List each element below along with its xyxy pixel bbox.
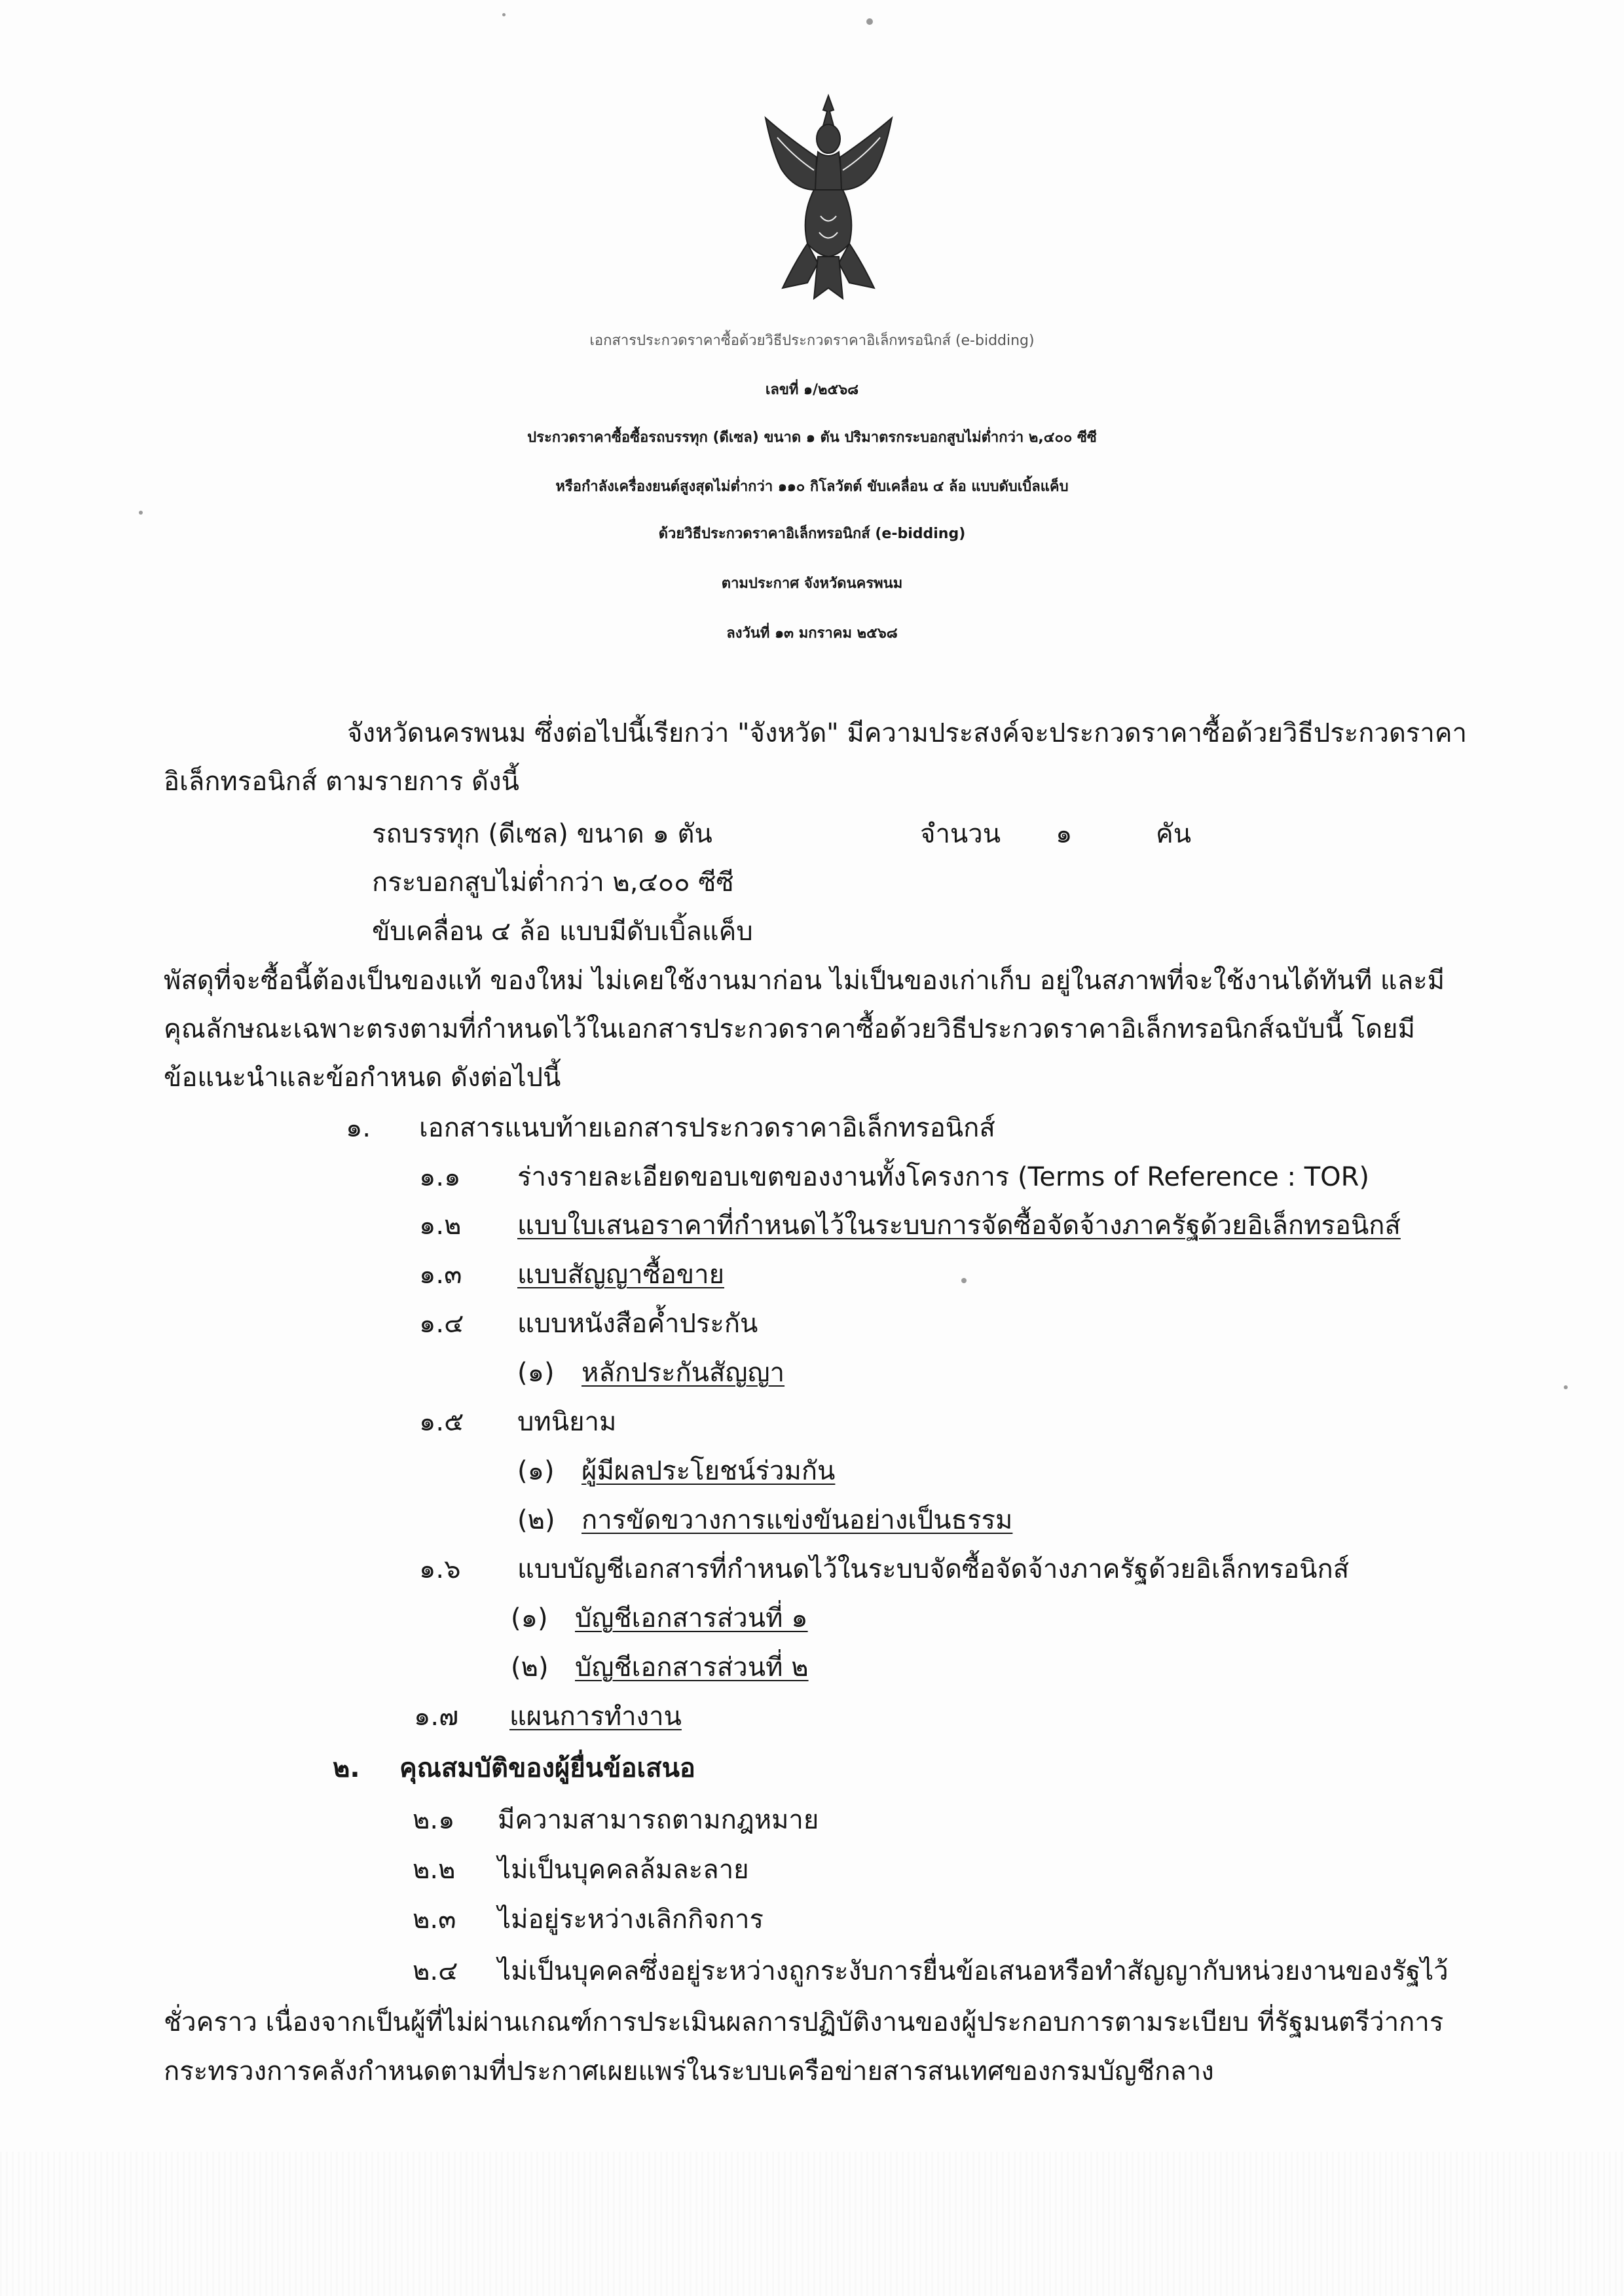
section-2-number: ๒. — [333, 1753, 360, 1783]
conditions-line-3: ข้อแนะนำและข้อกำหนด ดังต่อไปนี้ — [164, 1063, 561, 1093]
title-line-3: ด้วยวิธีประกวดราคาอิเล็กทรอนิกส์ (e-bidding) — [658, 526, 966, 542]
item-2-1-number: ๒.๑ — [413, 1805, 455, 1835]
item-1-5-2-link[interactable]: การขัดขวางการแข่งขันอย่างเป็นธรรม — [581, 1505, 1013, 1535]
item-1-7-number: ๑.๗ — [414, 1702, 459, 1732]
section-1-title: เอกสารแนบท้ายเอกสารประกวดราคาอิเล็กทรอนิกส์ — [419, 1113, 995, 1143]
item-1-4-number: ๑.๔ — [419, 1309, 464, 1339]
title-line-1: ประกวดราคาซื้อซื้อรถบรรทุก (ดีเซล) ขนาด ๑ ตัน ปริมาตรกระบอกสูบไม่ต่ำกว่า ๒,๔๐๐ ซีซี — [527, 429, 1097, 446]
scan-speck — [139, 511, 143, 515]
item-1-6-text: แบบบัญชีเอกสารที่กำหนดไว้ในระบบจัดซื้อจัดจ้างภาครัฐด้วยอิเล็กทรอนิกส์ — [517, 1554, 1350, 1584]
item-1-5-1-number: (๑) — [517, 1456, 555, 1486]
item-2-4-text: ไม่เป็นบุคคลซึ่งอยู่ระหว่างถูกระงับการยื่นข้อเสนอหรือทำสัญญากับหน่วยงานของรัฐไว้ — [498, 1956, 1449, 1986]
item-2-4-number: ๒.๔ — [413, 1956, 458, 1986]
document-number: เลขที่ ๑/๒๕๖๘ — [765, 382, 859, 398]
item-2-2-number: ๒.๒ — [413, 1855, 456, 1885]
item-qty-value: ๑ — [1056, 819, 1073, 849]
item-2-2-text: ไม่เป็นบุคคลล้มละลาย — [498, 1855, 749, 1885]
section-1-number: ๑. — [346, 1113, 371, 1143]
section-2-title: คุณสมบัติของผู้ยื่นข้อเสนอ — [399, 1753, 695, 1783]
item-1-3-number: ๑.๓ — [419, 1260, 462, 1290]
item-2-4-continuation-1: ชั่วคราว เนื่องจากเป็นผู้ที่ไม่ผ่านเกณฑ์การประเมินผลการปฏิบัติงานของผู้ประกอบการตามระเบียบ ที่รัฐมนตรีว่าการ — [164, 2007, 1444, 2037]
item-1-2-link[interactable]: แบบใบเสนอราคาที่กำหนดไว้ในระบบการจัดซื้อจัดจ้างภาครัฐด้วยอิเล็กทรอนิกส์ — [517, 1211, 1401, 1241]
item-name-line-1: รถบรรทุก (ดีเซล) ขนาด ๑ ตัน — [372, 819, 712, 849]
item-2-1-text: มีความสามารถตามกฎหมาย — [498, 1805, 819, 1835]
item-1-3-link[interactable]: แบบสัญญาซื้อขาย — [517, 1260, 725, 1290]
intro-line-2: อิเล็กทรอนิกส์ ตามรายการ ดังนี้ — [164, 767, 519, 797]
title-line-2: หรือกำลังเครื่องยนต์สูงสุดไม่ต่ำกว่า ๑๑๐ กิโลวัตต์ ขับเคลื่อน ๔ ล้อ แบบดับเบิ้ลแค็บ — [555, 479, 1069, 495]
item-1-1-number: ๑.๑ — [419, 1162, 461, 1192]
conditions-line-1: พัสดุที่จะซื้อนี้ต้องเป็นของแท้ ของใหม่ ไม่เคยใช้งานมาก่อน ไม่เป็นของเก่าเก็บ อยู่ในสภาพที่จะใช้งานได้ทันที และมี — [164, 966, 1445, 996]
announcement-date: ลงวันที่ ๑๓ มกราคม ๒๕๖๘ — [726, 625, 898, 642]
announcement-line: ตามประกาศ จังหวัดนครพนม — [721, 575, 903, 592]
scan-speck — [1564, 1385, 1568, 1389]
document-type: เอกสารประกวดราคาซื้อด้วยวิธีประกวดราคาอิเล็กทรอนิกส์ (e-bidding) — [589, 333, 1035, 349]
item-1-5-text: บทนิยาม — [517, 1407, 617, 1437]
item-2-4-continuation-2: กระทรวงการคลังกำหนดตามที่ประกาศเผยแพร่ในระบบเครือข่ายสารสนเทศของกรมบัญชีกลาง — [164, 2056, 1214, 2086]
item-1-6-1-link[interactable]: บัญชีเอกสารส่วนที่ ๑ — [575, 1603, 808, 1633]
item-1-6-2-number: (๒) — [511, 1652, 549, 1683]
scan-texture — [0, 2152, 1624, 2296]
item-qty-label: จำนวน — [920, 819, 1001, 849]
item-2-3-number: ๒.๓ — [413, 1904, 456, 1935]
item-qty-unit: คัน — [1156, 819, 1192, 849]
item-1-1-text: ร่างรายละเอียดขอบเขตของงานทั้งโครงการ (Terms of Reference : TOR) — [517, 1162, 1370, 1192]
item-1-5-2-number: (๒) — [517, 1505, 555, 1535]
conditions-line-2: คุณลักษณะเฉพาะตรงตามที่กำหนดไว้ในเอกสารประกวดราคาซื้อด้วยวิธีประกวดราคาอิเล็กทรอนิกส์ฉบับนี้ โดยมี — [164, 1014, 1415, 1044]
scan-speck — [866, 18, 873, 25]
item-1-5-number: ๑.๕ — [419, 1407, 464, 1437]
item-1-2-number: ๑.๒ — [419, 1211, 462, 1241]
intro-line-1: จังหวัดนครพนม ซึ่งต่อไปนี้เรียกว่า "จังหวัด" มีความประสงค์จะประกวดราคาซื้อด้วยวิธีประกวดราคา — [347, 718, 1467, 748]
scan-speck — [502, 13, 506, 16]
item-1-6-2-link[interactable]: บัญชีเอกสารส่วนที่ ๒ — [575, 1652, 809, 1683]
scan-speck — [961, 1278, 967, 1283]
item-1-6-1-number: (๑) — [511, 1603, 548, 1633]
item-name-line-3: ขับเคลื่อน ๔ ล้อ แบบมีดับเบิ้ลแค็บ — [372, 917, 753, 947]
item-1-7-link[interactable]: แผนการทำงาน — [509, 1702, 682, 1732]
item-2-3-text: ไม่อยู่ระหว่างเลิกกิจการ — [498, 1904, 764, 1935]
item-1-5-1-link[interactable]: ผู้มีผลประโยชน์ร่วมกัน — [581, 1456, 836, 1486]
item-1-4-1-link[interactable]: หลักประกันสัญญา — [581, 1358, 785, 1388]
item-1-4-text: แบบหนังสือค้ำประกัน — [517, 1309, 758, 1339]
item-1-6-number: ๑.๖ — [419, 1554, 461, 1584]
garuda-emblem — [762, 92, 896, 302]
item-1-4-1-number: (๑) — [517, 1358, 555, 1388]
item-name-line-2: กระบอกสูบไม่ต่ำกว่า ๒,๔๐๐ ซีซี — [372, 867, 734, 898]
